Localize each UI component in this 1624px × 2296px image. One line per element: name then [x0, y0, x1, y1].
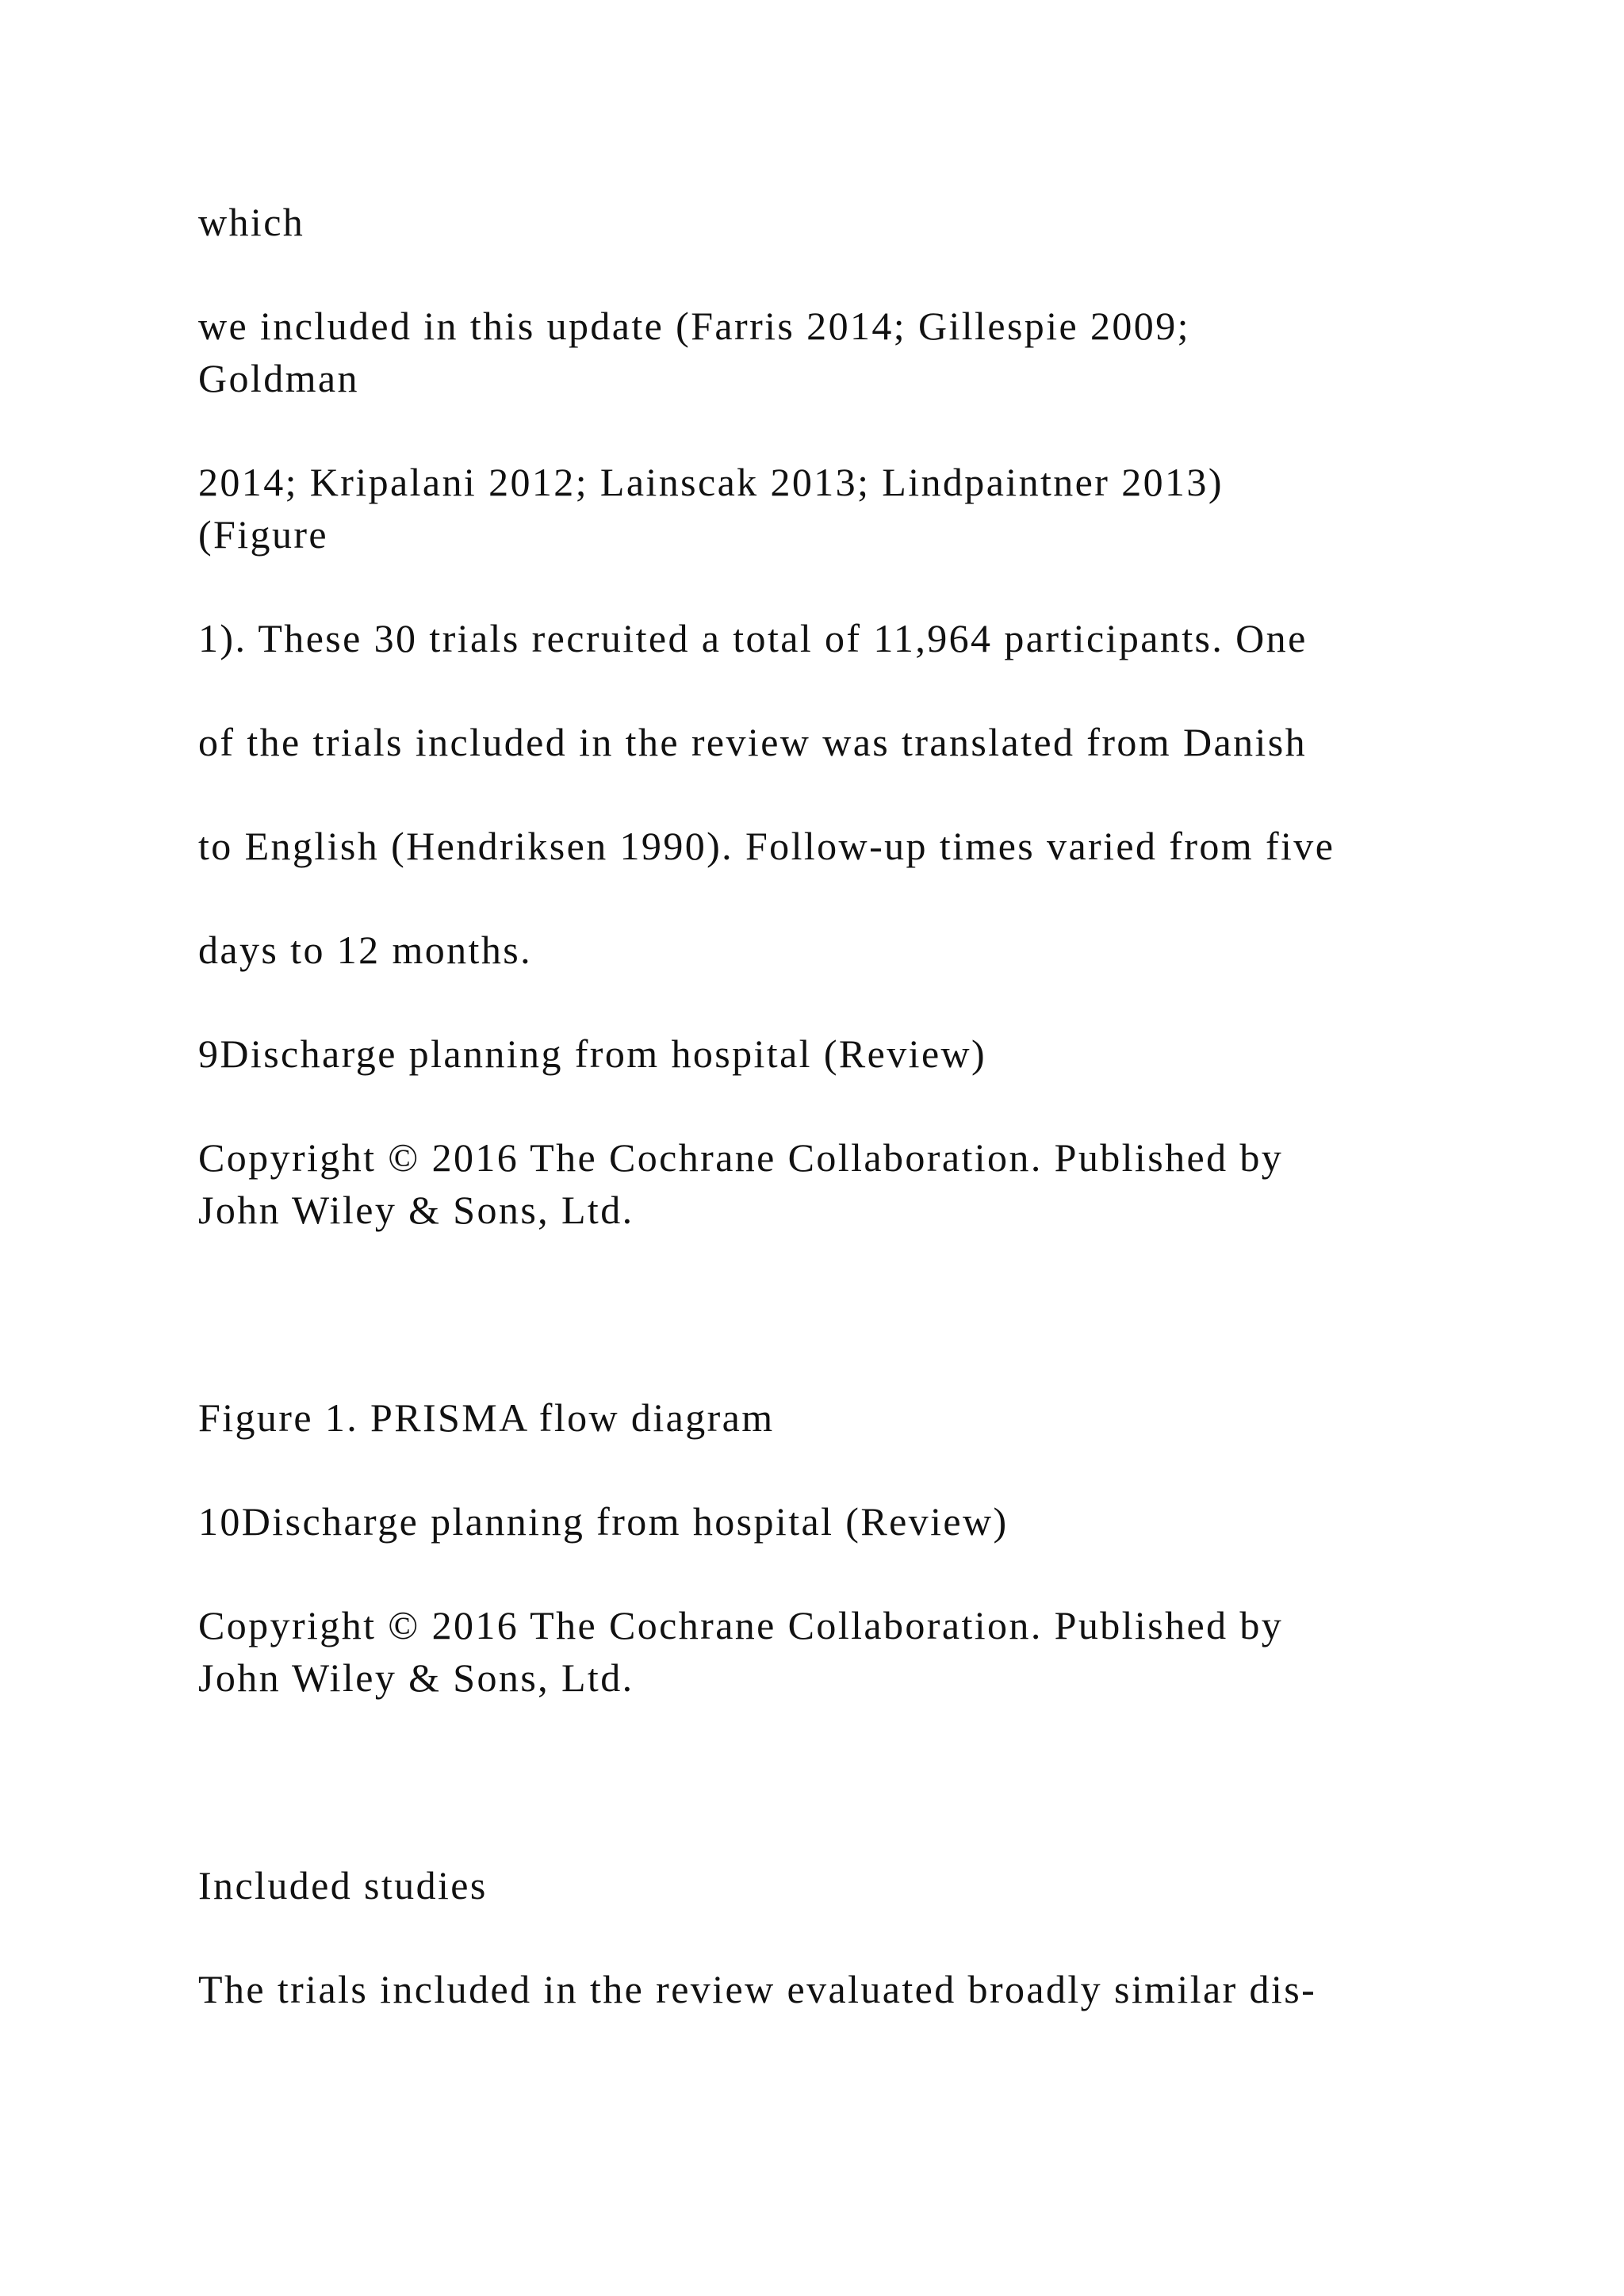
body-text-line: 2014; Kripalani 2012; Lainscak 2013; Lindpaintner 2013)	[198, 460, 1224, 504]
body-text-line: we included in this update (Farris 2014; Gillespie 2009;	[198, 304, 1190, 348]
body-text-line: Goldman	[198, 356, 359, 400]
section-heading: Included studies	[198, 1863, 488, 1908]
body-text-line: days to 12 months.	[198, 928, 532, 972]
running-footer-title: 10Discharge planning from hospital (Review)	[198, 1499, 1009, 1544]
running-footer-title: 9Discharge planning from hospital (Review)	[198, 1031, 987, 1076]
body-text-line: (Figure	[198, 512, 328, 557]
body-text-line: which	[198, 200, 305, 244]
body-text-line: to English (Hendriksen 1990). Follow-up times varied from five	[198, 824, 1335, 868]
copyright-notice: John Wiley & Sons, Ltd.	[198, 1188, 634, 1232]
copyright-notice: Copyright © 2016 The Cochrane Collaboration. Published by	[198, 1603, 1284, 1647]
figure-caption: Figure 1. PRISMA flow diagram	[198, 1395, 775, 1440]
copyright-notice: John Wiley & Sons, Ltd.	[198, 1655, 634, 1700]
body-text-line: of the trials included in the review was translated from Danish	[198, 720, 1308, 764]
copyright-notice: Copyright © 2016 The Cochrane Collaboration. Published by	[198, 1135, 1284, 1180]
body-text-line: The trials included in the review evaluated broadly similar dis-	[198, 1967, 1317, 2011]
body-text-line: 1). These 30 trials recruited a total of 11,964 participants. One	[198, 616, 1308, 660]
